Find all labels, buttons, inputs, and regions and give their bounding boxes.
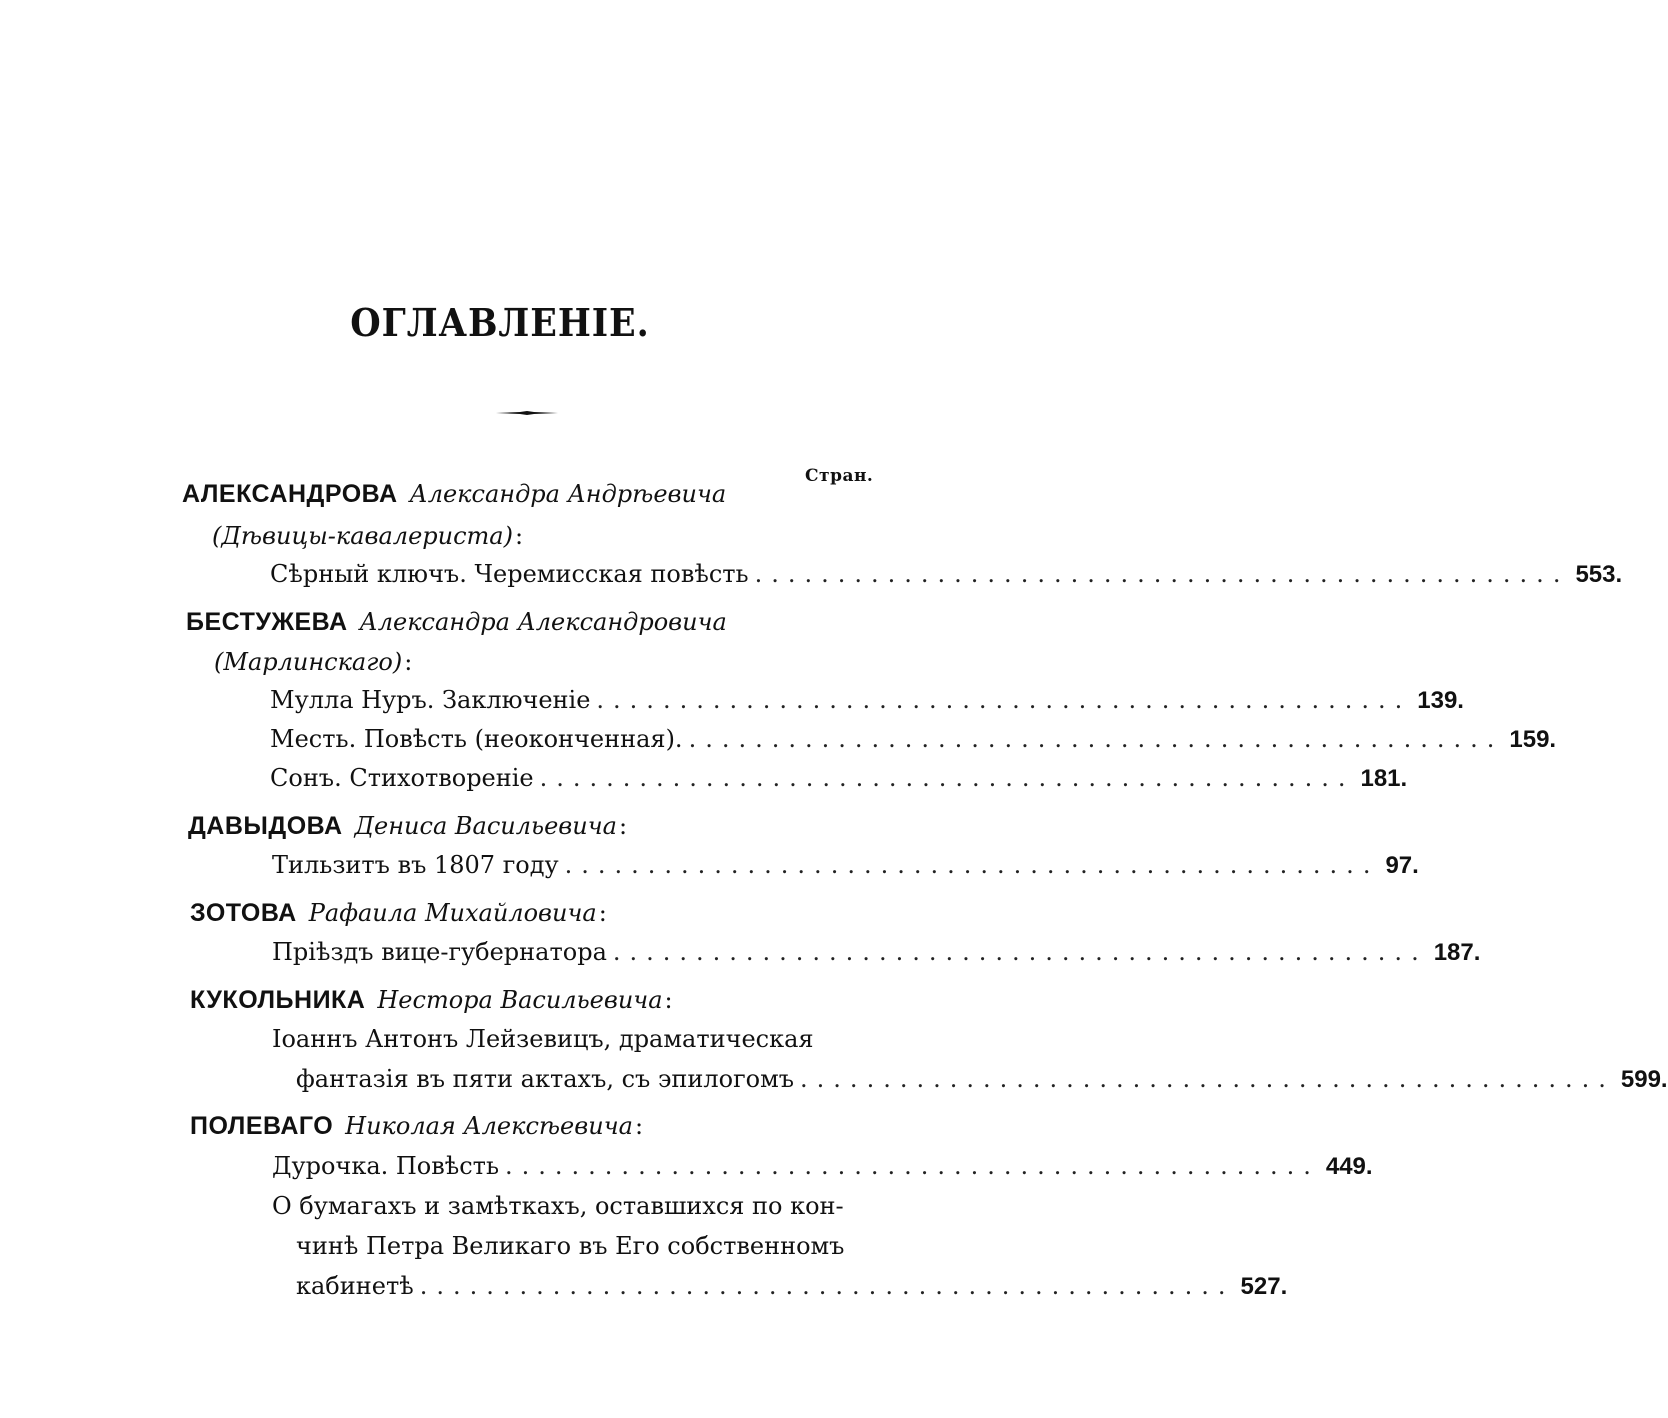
work-title: Пріѣздъ вице-губернатора [272,938,607,966]
author-surname: АЛЕКСАНДРОВА [182,480,398,508]
work-title: Сѣрный ключъ. Черемисская повѣсть [270,560,749,588]
page-number: 553. [1575,561,1623,588]
page-number: 181. [1360,765,1408,792]
page-number: 449. [1325,1153,1373,1180]
toc-entry[interactable] [270,725,1557,754]
page-number: 139. [1417,687,1464,714]
toc-entry[interactable] [296,1065,1668,1094]
dot-leader: ................................................. [800,1065,1615,1093]
author-surname: ЗОТОВА [190,899,297,927]
work-title: Дурочка. Повѣсть [272,1152,500,1180]
work-title: Сонъ. Стихотвореніе [270,764,534,792]
page-number: 187. [1433,939,1481,966]
work-title-line: О бумагахъ и замѣткахъ, оставшихся по кон- [272,1192,844,1220]
page-column-label: Стран. [805,466,874,486]
author-given-name: Дениса Васильевича [354,812,617,840]
work-title: Мулла Нуръ. Заключеніе [270,686,591,714]
author-heading: КУКОЛЬНИКА Нестора Васильевича : [190,986,673,1014]
toc-entry[interactable] [272,938,1481,967]
author-heading: ПОЛЕВАГО Николая Алексѣевича : [190,1112,644,1140]
dot-leader: ................................................. [539,764,1355,792]
toc-entry[interactable] [272,851,1419,880]
work-title: Тильзитъ въ 1807 году [272,851,559,879]
author-pseudonym: (Дѣвицы-кавалериста) [212,522,513,550]
author-pseudonym-line: (Марлинскаго) : [214,648,413,676]
dot-leader: ................................................. [754,560,1570,588]
author-given-name: Николая Алексѣевича [345,1112,633,1140]
page-number: 97. [1385,852,1419,879]
author-given-name: Нестора Васильевича [377,986,663,1014]
page-title: ОГЛАВЛЕНІЕ. [350,300,650,345]
author-pseudonym: (Марлинскаго) [214,648,403,676]
page-number: 599. [1620,1066,1668,1093]
author-heading: ДАВЫДОВА Дениса Васильевича : [188,812,628,840]
page-number: 527. [1240,1273,1288,1300]
work-title: Месть. Повѣсть (неоконченная). [270,725,683,753]
dot-leader: ................................................. [688,725,1504,753]
dot-leader: ................................................. [564,851,1380,879]
toc-entry[interactable] [270,560,1623,589]
author-heading: ЗОТОВА Рафаила Михайловича : [190,899,607,927]
work-title: кабинетѣ [296,1272,414,1300]
dot-leader: ................................................. [596,686,1412,714]
author-given-name: Александра Андрѣевича [409,480,727,508]
dot-leader: ................................................. [612,938,1428,966]
work-title: фантазія въ пяти актахъ, съ эпилогомъ [296,1065,795,1093]
dot-leader: ................................................. [419,1272,1235,1300]
author-surname: ПОЛЕВАГО [190,1112,334,1140]
author-heading [186,608,727,642]
author-given-name: Александра Александровича [359,608,727,636]
author-heading [182,480,726,514]
toc-entry[interactable] [270,764,1408,793]
author-given-name: Рафаила Михайловича [308,899,597,927]
toc-entry[interactable] [272,1152,1373,1181]
page-number: 159. [1509,726,1557,753]
work-title-line: чинѣ Петра Великаго въ Его собственномъ [296,1232,845,1260]
author-surname: БЕСТУЖЕВА [186,608,348,636]
dot-leader: ................................................. [505,1152,1320,1180]
work-title-line: Іоаннъ Антонъ Лейзевицъ, драматическая [272,1025,814,1053]
toc-entry[interactable] [296,1272,1288,1301]
author-surname: КУКОЛЬНИКА [190,986,366,1014]
ornamental-rule [496,411,558,415]
author-pseudonym-line: (Дѣвицы-кавалериста) : [212,522,524,550]
author-surname: ДАВЫДОВА [188,812,343,840]
toc-entry[interactable] [270,686,1464,715]
